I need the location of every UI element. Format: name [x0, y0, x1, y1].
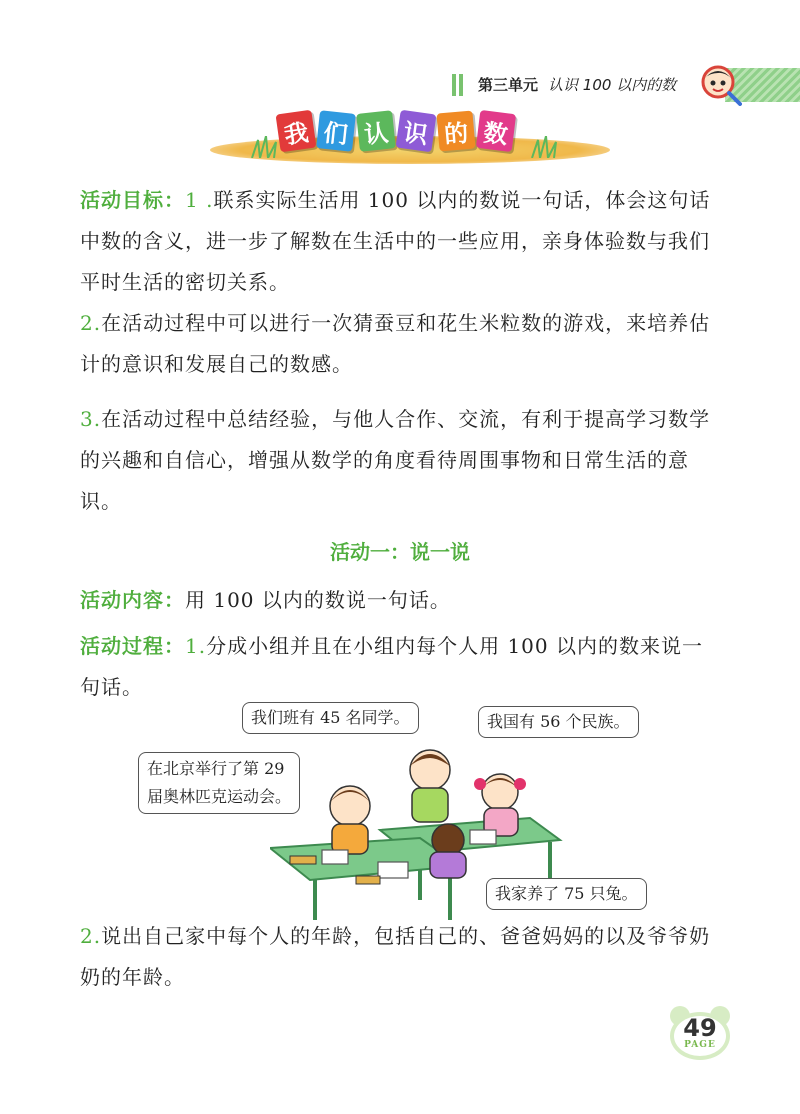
grass-right-icon	[530, 136, 560, 158]
speech-bubble-nation: 我国有 56 个民族。	[478, 706, 639, 738]
step-text: 说出自己家中每个人的年龄，包括自己的、爸爸妈妈的以及爷爷奶奶的年龄。	[80, 924, 711, 989]
mascot-magnifier-icon	[700, 64, 742, 106]
goal-item-1	[80, 180, 720, 303]
grass-left-icon	[250, 136, 280, 158]
title-block: 我	[276, 110, 317, 153]
goal-item-3	[80, 399, 720, 522]
unit-header	[420, 68, 800, 104]
activity-content	[80, 580, 720, 621]
process-label: 活动过程：	[80, 634, 185, 658]
unit-subtitle: 认识 100 以内的数	[548, 76, 677, 94]
content-label: 活动内容：	[80, 588, 185, 612]
goal-text: 联系实际生活用 100 以内的数说一句话，体会这句话中数的含义，进一步了解数在生活中的一些应用，亲身体验数与我们平时生活的密切关系。	[80, 188, 711, 294]
page-word: PAGE	[684, 1040, 716, 1050]
page-number: 49	[683, 1014, 717, 1042]
title-block: 认	[356, 110, 396, 152]
bubble-line: 在北京举行了第 29	[147, 759, 285, 778]
title-block: 数	[476, 110, 516, 152]
goal-item-2	[80, 303, 720, 385]
unit-name: 第三单元	[478, 76, 539, 94]
title-block: 识	[396, 110, 437, 153]
step-text: 分成小组并且在小组内每个人用 100 以内的数来说一句话。	[80, 634, 703, 699]
bubble-line: 届奥林匹克运动会。	[147, 787, 292, 806]
speech-bubble-olympics	[138, 752, 300, 814]
step-number: 1.	[185, 634, 207, 658]
goal-text: 在活动过程中可以进行一次猜蚕豆和花生米粒数的游戏，来培养估计的意识和发展自己的数感。	[80, 311, 711, 376]
goals-label: 活动目标：	[80, 188, 185, 212]
step-number: 2.	[80, 924, 102, 948]
content-text: 用 100 以内的数说一句话。	[185, 588, 451, 612]
title-block: 们	[316, 110, 356, 152]
title-banner	[200, 108, 620, 172]
goal-number: 3.	[80, 407, 102, 431]
classroom-illustration	[130, 700, 670, 920]
goal-number: 2.	[80, 311, 102, 335]
activity-step-1	[80, 626, 720, 708]
goal-number: 1 .	[185, 188, 214, 212]
title-block: 的	[436, 111, 475, 152]
activity-step-2	[80, 916, 720, 998]
header-bars	[452, 74, 466, 96]
page-number-badge	[668, 1004, 732, 1060]
speech-bubble-class: 我们班有 45 名同学。	[242, 702, 419, 734]
unit-title	[478, 74, 676, 95]
activity-title: 活动一：说一说	[330, 540, 470, 564]
title-blocks	[278, 112, 514, 150]
goal-text: 在活动过程中总结经验，与他人合作、交流，有利于提高学习数学的兴趣和自信心，增强从数学的角度看待周围事物和日常生活的意识。	[80, 407, 711, 513]
speech-bubble-rabbits: 我家养了 75 只兔。	[486, 878, 647, 910]
